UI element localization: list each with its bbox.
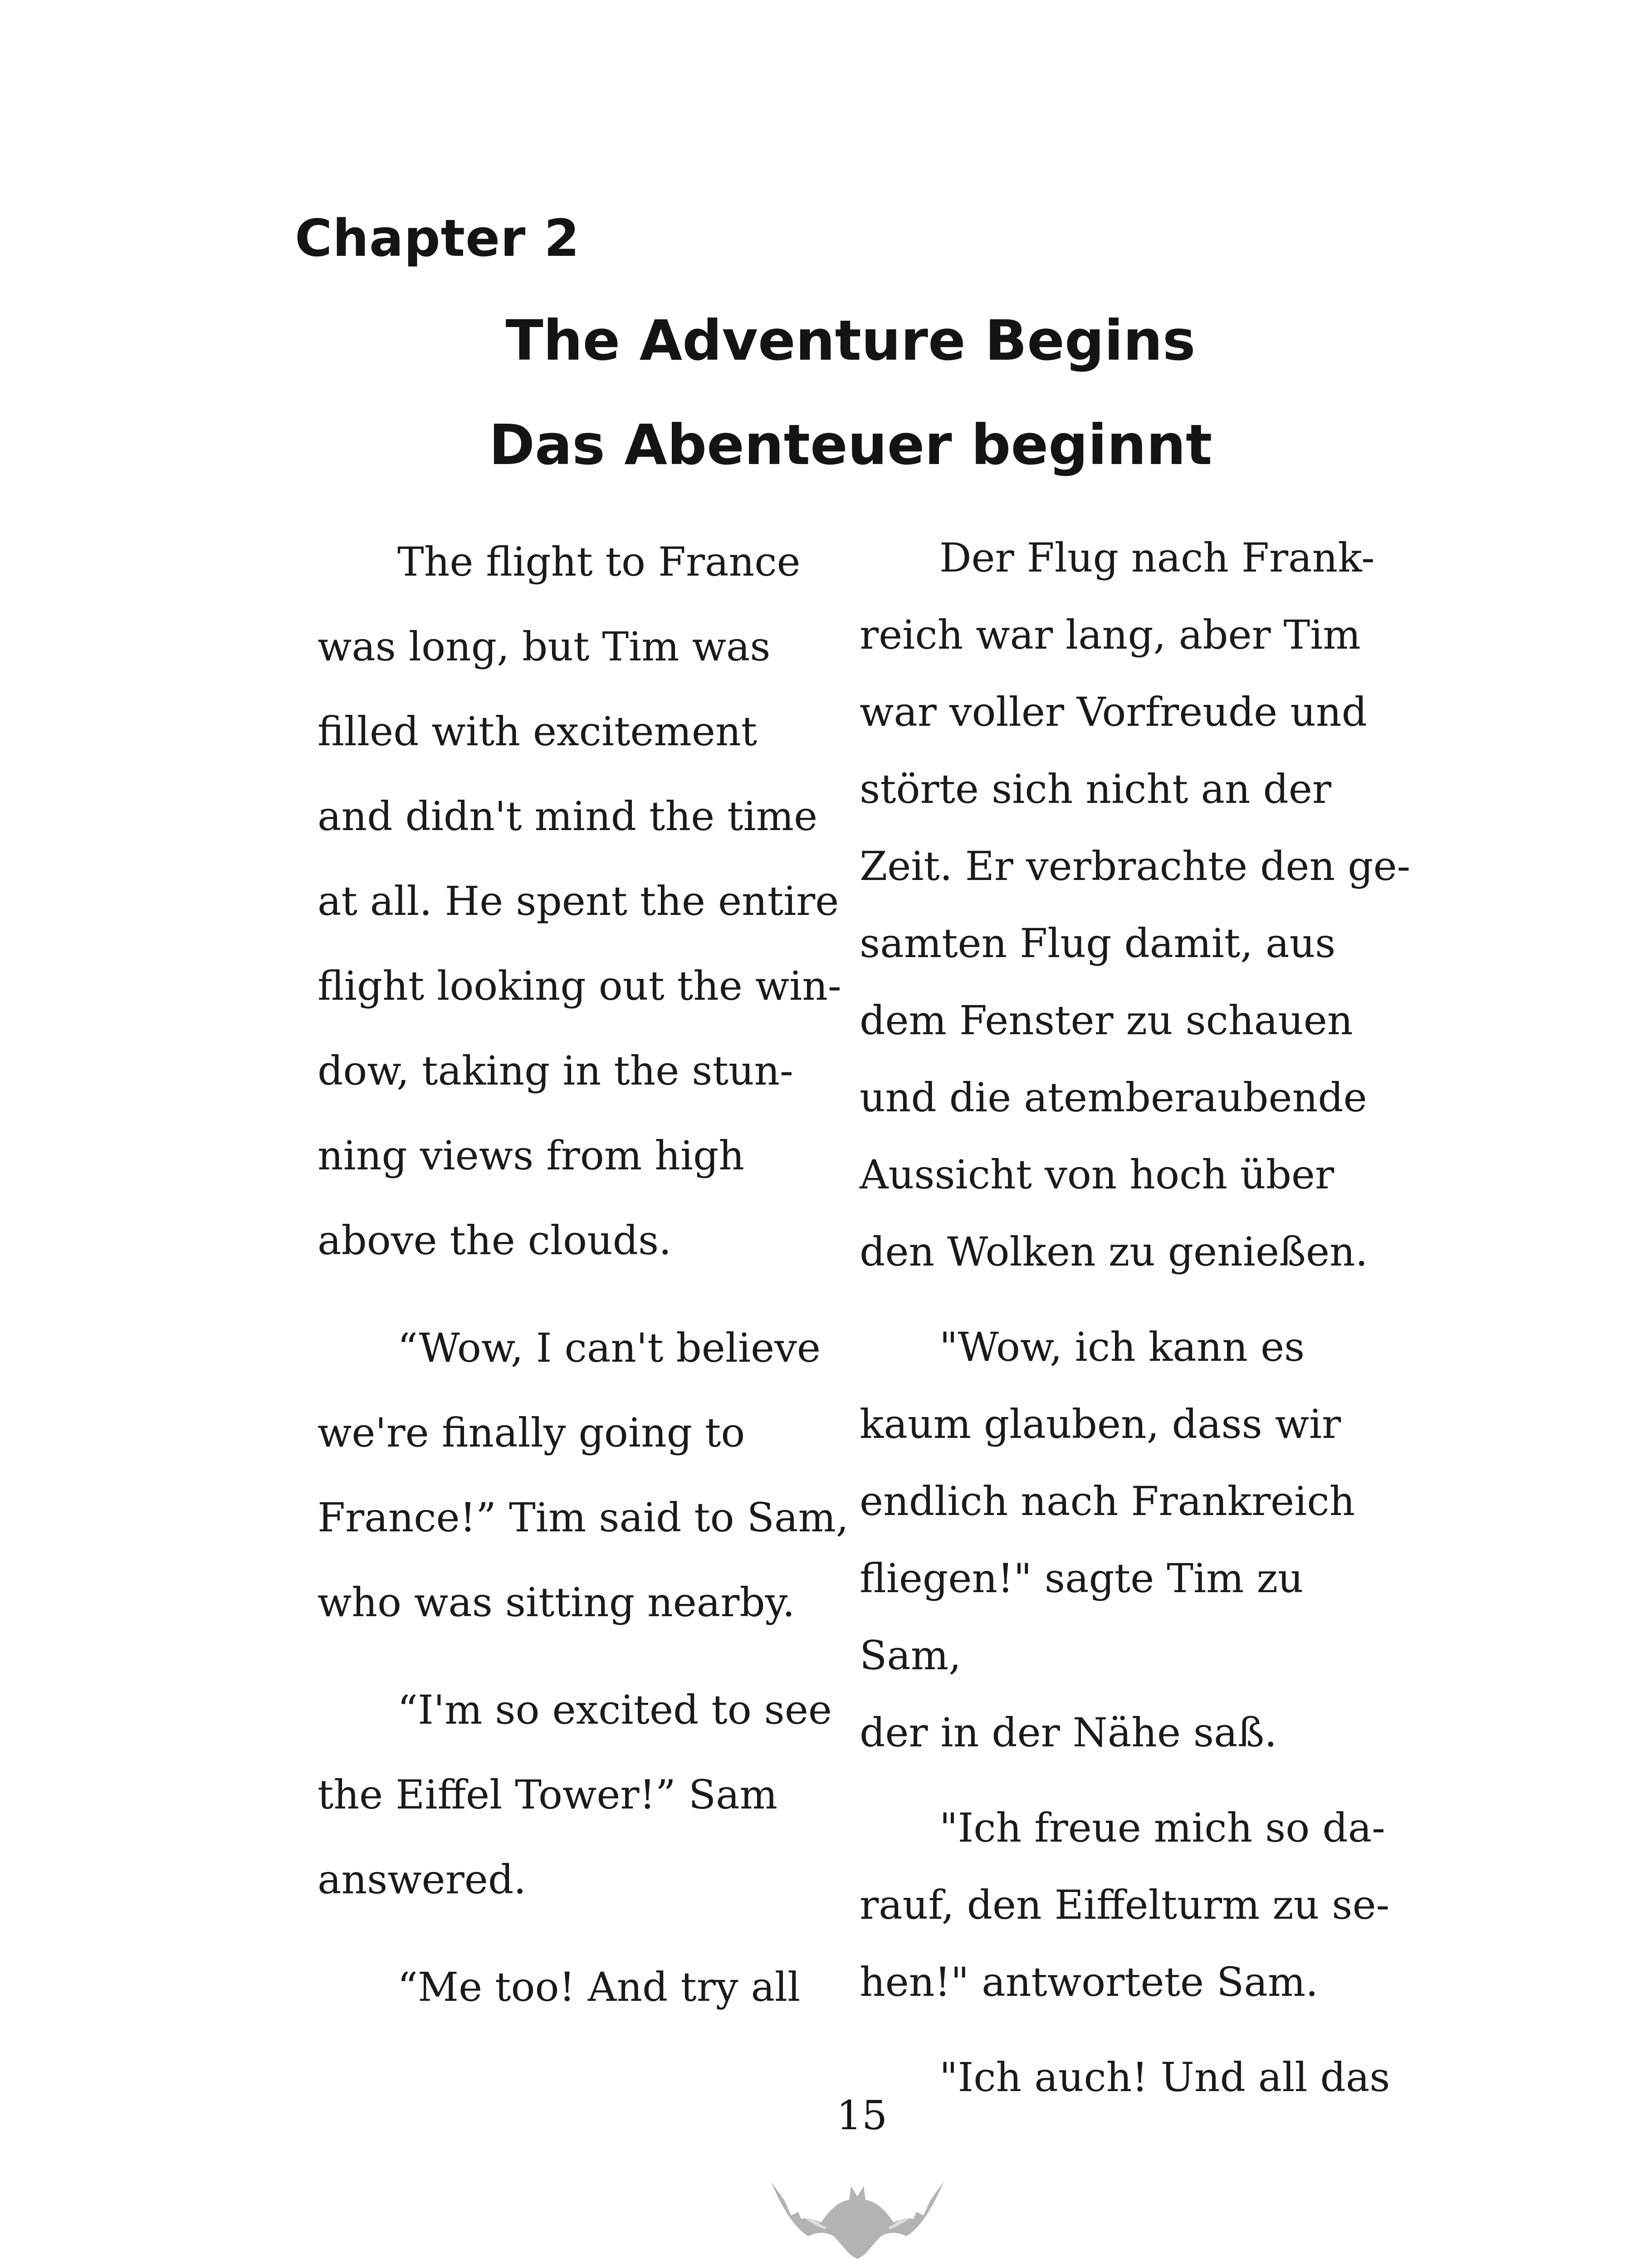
english-paragraph-4: “Me too! And try all <box>318 1964 801 2010</box>
german-paragraph-1: Der Flug nach Frank- reich war lang, aber Tim war voller Vorfreude und störte sich nicht an der Zeit. Er verbrachte den ge- samten Flug damit, aus dem Fenster zu schauen und die atemberaubende Aussicht von hoch über den Wolken zu genießen. <box>860 534 1411 1275</box>
chapter-title-english: The Adventure Begins <box>505 308 1196 373</box>
page-number: 15 <box>836 2092 887 2139</box>
english-paragraph-1: The flight to France was long, but Tim was filled with excitement and didn't mind the time at all. He spent the entire flight looking out the win- dow, taking in the stun- ning views from high above the clouds. <box>318 538 841 1264</box>
german-paragraph-2: "Wow, ich kann es kaum glauben, dass wir endlich nach Frankreich fliegen!" sagte Tim zu Sam, der in der Nähe saß. <box>860 1324 1355 1756</box>
german-column <box>860 519 1418 2134</box>
chapter-label: Chapter 2 <box>295 209 580 268</box>
chapter-title-german: Das Abenteuer beginnt <box>489 413 1213 477</box>
bat-icon <box>771 2168 944 2259</box>
english-paragraph-2: “Wow, I can't believe we're finally going to France!” Tim said to Sam, who was sitting nearby. <box>318 1325 849 1626</box>
english-paragraph-3: “I'm so excited to see the Eiffel Tower!” Sam answered. <box>318 1686 832 1903</box>
german-paragraph-3: "Ich freue mich so da- rauf, den Eiffelturm zu se- hen!" antwortete Sam. <box>860 1804 1390 2005</box>
english-column <box>318 519 853 2052</box>
german-paragraph-4: "Ich auch! Und all das <box>860 2054 1390 2101</box>
